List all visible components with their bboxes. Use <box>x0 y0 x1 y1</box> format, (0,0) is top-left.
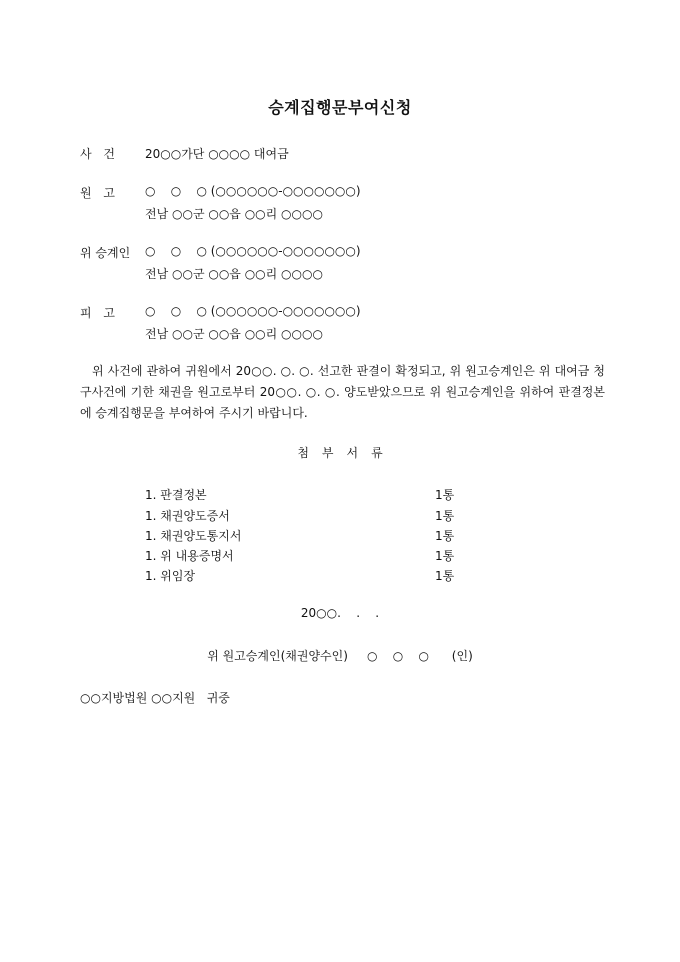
plaintiff-address: 전남 ○○군 ○○읍 ○○리 ○○○○ <box>145 207 323 221</box>
successor-label: 위 승계인 <box>80 246 131 260</box>
plaintiff-label: 원 고 <box>80 186 115 200</box>
attachment-count: 1통 <box>435 488 455 502</box>
attachment-item: 1. 위임장 <box>145 569 196 583</box>
plaintiff-name-id: ○ ○ ○ (○○○○○○-○○○○○○○) <box>145 184 361 198</box>
defendant-address: 전남 ○○군 ○○읍 ○○리 ○○○○ <box>145 327 323 341</box>
filing-date: 20○○. . . <box>300 606 380 620</box>
attachment-item: 1. 위 내용증명서 <box>145 549 234 563</box>
document-title: 승계집행문부여신청 <box>268 98 412 117</box>
request-body-text: 위 사건에 관하여 귀원에서 20○○. ○. ○. 선고한 판결이 확정되고, 위 원고승계인은 위 대여금 청구사건에 기한 채권을 원고로부터 20○○. ○. ○. 양도받았으므로 위 원고승계인을 위하여 판결정본에 승계집행문을 부여하여 주시기 바랍니다. <box>80 364 605 420</box>
attachment-item: 1. 채권양도증서 <box>145 509 230 523</box>
attachment-item: 1. 채권양도통지서 <box>145 529 242 543</box>
attachment-item: 1. 판결정본 <box>145 488 207 502</box>
attachment-count: 1통 <box>435 529 455 543</box>
attachments-heading: 첨부서류 <box>297 446 396 460</box>
case-value: 20○○가단 ○○○○ 대여금 <box>145 147 289 161</box>
defendant-name-id: ○ ○ ○ (○○○○○○-○○○○○○○) <box>145 304 361 318</box>
attachment-count: 1통 <box>435 549 455 563</box>
court-addressee: ○○지방법원 ○○지원 귀중 <box>80 691 230 705</box>
successor-name-id: ○ ○ ○ (○○○○○○-○○○○○○○) <box>145 244 361 258</box>
successor-address: 전남 ○○군 ○○읍 ○○리 ○○○○ <box>145 267 323 281</box>
signer-line: 위 원고승계인(채권양수인) ○ ○ ○ (인) <box>207 649 473 663</box>
case-label: 사 건 <box>80 147 115 161</box>
defendant-label: 피 고 <box>80 306 115 320</box>
attachment-count: 1통 <box>435 509 455 523</box>
attachment-count: 1통 <box>435 569 455 583</box>
